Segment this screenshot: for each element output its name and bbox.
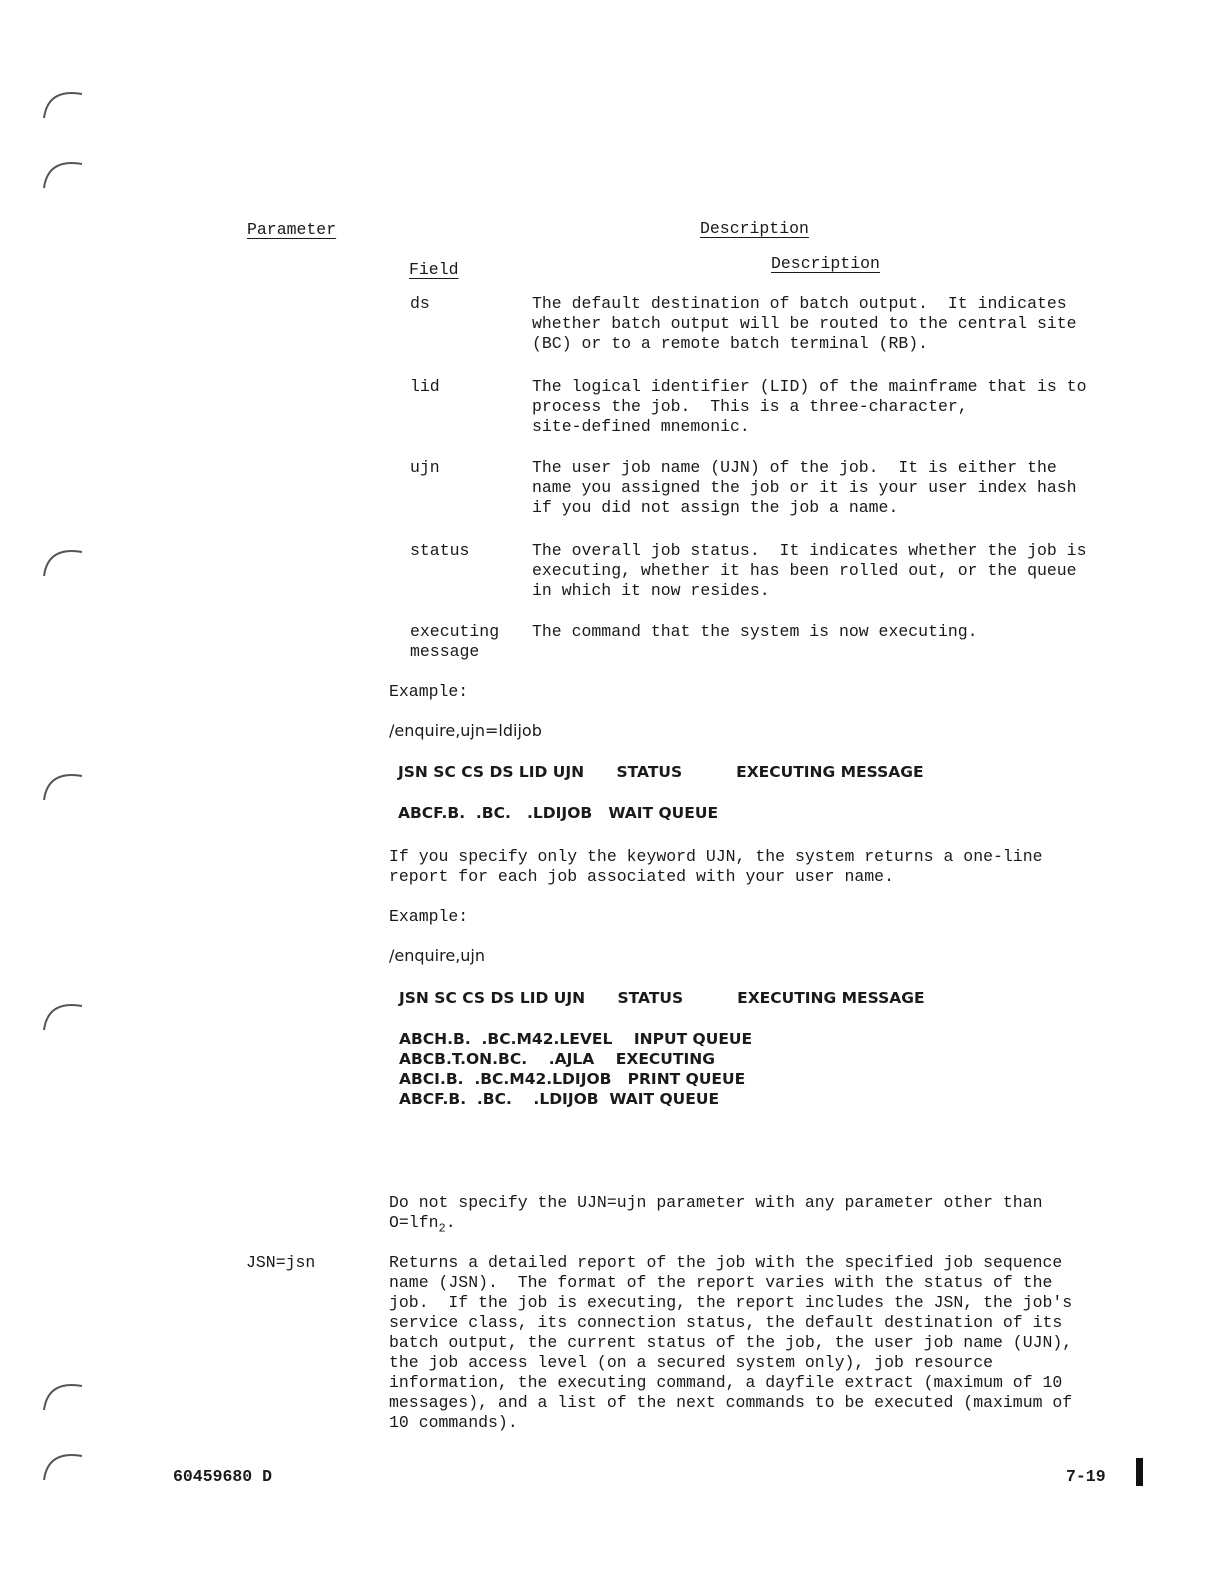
binder-hole-icon [38,1372,98,1417]
output-column-headers: JSN SC CS DS LID UJN STATUS EXECUTING MESSAGE [398,763,924,781]
output-line: ABCI.B. .BC.M42.LDIJOB PRINT QUEUE [399,1070,746,1088]
binder-hole-icon [38,150,98,195]
field-table-description-header: Description [771,254,880,273]
output-line: ABCF.B. .BC. .LDIJOB WAIT QUEUE [399,1090,720,1108]
note-line-2 [389,1213,456,1238]
jsn-description: Returns a detailed report of the job with the specified job sequence name (JSN). The format of the report varies with the status of the job. If the job is executing, the report includes the JSN, the job's service class, its connection status, the default destination of its batch output, the current status of the job, the user job name (UJN), the job access level (on a secured system only), job resource information, the executing command, a dayfile extract (maximum of 10 messages), and a list of the next commands to be executed (maximum of 10 commands). [389,1253,1073,1432]
note-line: Do not specify the UJN=ujn parameter with any parameter other than [389,1193,1043,1212]
output-line: ABCB.T.ON.BC. .AJLA EXECUTING [399,1050,715,1068]
document-number: 60459680 D [173,1467,273,1486]
example-label: Example: [389,907,469,926]
output-line: ABCF.B. .BC. .LDIJOB WAIT QUEUE [398,804,719,822]
binder-hole-icon [38,992,98,1037]
change-bar [1136,1458,1143,1486]
parameter-heading: Parameter [247,220,337,239]
field-name: ujn [410,458,440,477]
jsn-parameter: JSN=jsn [246,1253,316,1272]
field-name: executing message [410,622,500,661]
binder-hole-icon [38,1442,98,1487]
note-text: O=lfn [389,1213,439,1232]
field-name: ds [410,294,430,313]
field-description: The overall job status. It indicates whether the job is executing, whether it has been rolled out, or the queue in which it now resides. [532,541,1087,600]
field-description: The user job name (UJN) of the job. It is either the name you assigned the job or it is your user index hash if you did not assign the job a name. [532,458,1077,517]
explanation-paragraph: If you specify only the keyword UJN, the system returns a one-line report for each job associated with your user name. [389,847,1043,886]
binder-hole-icon [38,538,98,583]
note-text: . [445,1213,456,1232]
page-number: 7-19 [1066,1467,1106,1486]
field-table-field-header: Field [409,260,459,279]
binder-hole-icon [38,80,98,125]
note-subscript: 2 [438,1221,446,1236]
field-name: lid [410,377,440,396]
output-column-headers: JSN SC CS DS LID UJN STATUS EXECUTING MESSAGE [399,989,925,1007]
field-description: The default destination of batch output. It indicates whether batch output will be routed to the central site (BC) or to a remote batch terminal (RB). [532,294,1077,353]
example-command: /enquire,ujn [389,946,485,965]
field-name: status [410,541,470,560]
binder-hole-icon [38,762,98,807]
description-heading: Description [700,219,809,238]
example-label: Example: [389,682,469,701]
output-line: ABCH.B. .BC.M42.LEVEL INPUT QUEUE [399,1030,753,1048]
field-description: The logical identifier (LID) of the mainframe that is to process the job. This is a three-character, site-defined mnemonic. [532,377,1087,436]
example-command: /enquire,ujn=ldijob [389,721,542,740]
field-description: The command that the system is now executing. [532,622,978,641]
